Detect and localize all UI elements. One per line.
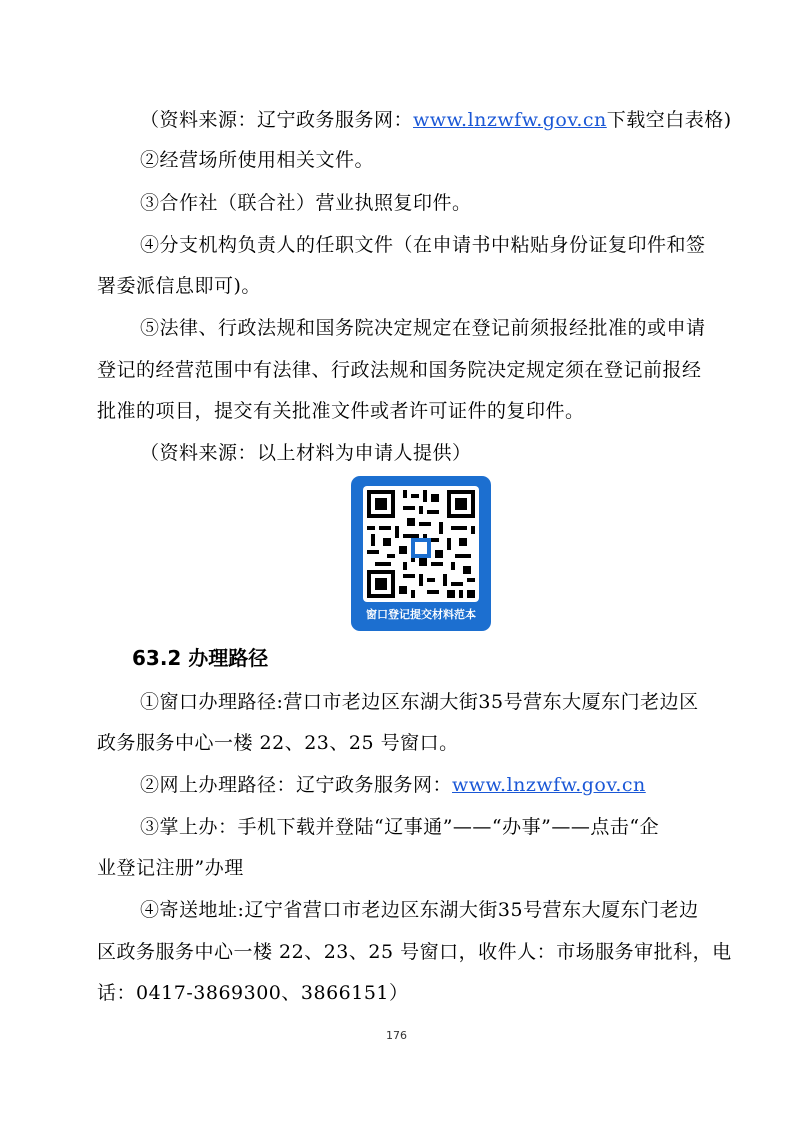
path-1-line-1: ①窗口办理路径:营口市老边区东湖大街35号营东大厦东门老边区 — [140, 691, 699, 713]
qr-code-card[interactable] — [351, 476, 491, 631]
qr-code-icon — [363, 486, 479, 602]
source-note-1-text: （资料来源：辽宁政务服务网： — [140, 109, 414, 131]
source-note-2: （资料来源：以上材料为申请人提供） — [140, 442, 472, 464]
qr-caption: 窗口登记提交材料范本 — [366, 608, 476, 621]
lnzwfw-link-1[interactable]: www.lnzwfw.gov.cn — [413, 109, 607, 131]
item-5-line-2: 登记的经营范围中有法律、行政法规和国务院决定规定须在登记前报经 — [97, 359, 702, 381]
path-4-line-2: 区政务服务中心一楼 22、23、25 号窗口，收件人：市场服务审批科，电 — [97, 941, 732, 963]
path-3-line-2: 业登记注册”办理 — [97, 857, 244, 879]
item-5-line-3: 批准的项目，提交有关批准文件或者许可证件的复印件。 — [97, 400, 585, 422]
item-2: ②经营场所使用相关文件。 — [140, 149, 375, 171]
path-2-text: ②网上办理路径：辽宁政务服务网： — [140, 774, 453, 796]
path-1-line-2: 政务服务中心一楼 22、23、25 号窗口。 — [97, 732, 459, 754]
item-3: ③合作社（联合社）营业执照复印件。 — [140, 192, 472, 214]
item-5-line-1: ⑤法律、行政法规和国务院决定规定在登记前须报经批准的或申请 — [140, 317, 706, 339]
source-note-1 — [140, 108, 760, 132]
item-4-line-1: ④分支机构负责人的任职文件（在申请书中粘贴身份证复印件和签 — [140, 234, 706, 256]
path-2 — [140, 773, 760, 797]
source-note-1-suffix: 下载空白表格) — [606, 109, 732, 131]
path-4-line-3: 话：0417-3869300、3866151） — [97, 982, 409, 1004]
item-4-line-2: 署委派信息即可)。 — [97, 275, 261, 297]
page-number: 176 — [386, 1029, 407, 1042]
section-heading: 63.2 办理路径 — [132, 646, 269, 670]
path-3-line-1: ③掌上办：手机下载并登陆“辽事通”——“办事”——点击“企 — [140, 816, 660, 838]
path-4-line-1: ④寄送地址:辽宁省营口市老边区东湖大街35号营东大厦东门老边 — [140, 899, 699, 921]
lnzwfw-link-2[interactable]: www.lnzwfw.gov.cn — [452, 774, 646, 796]
